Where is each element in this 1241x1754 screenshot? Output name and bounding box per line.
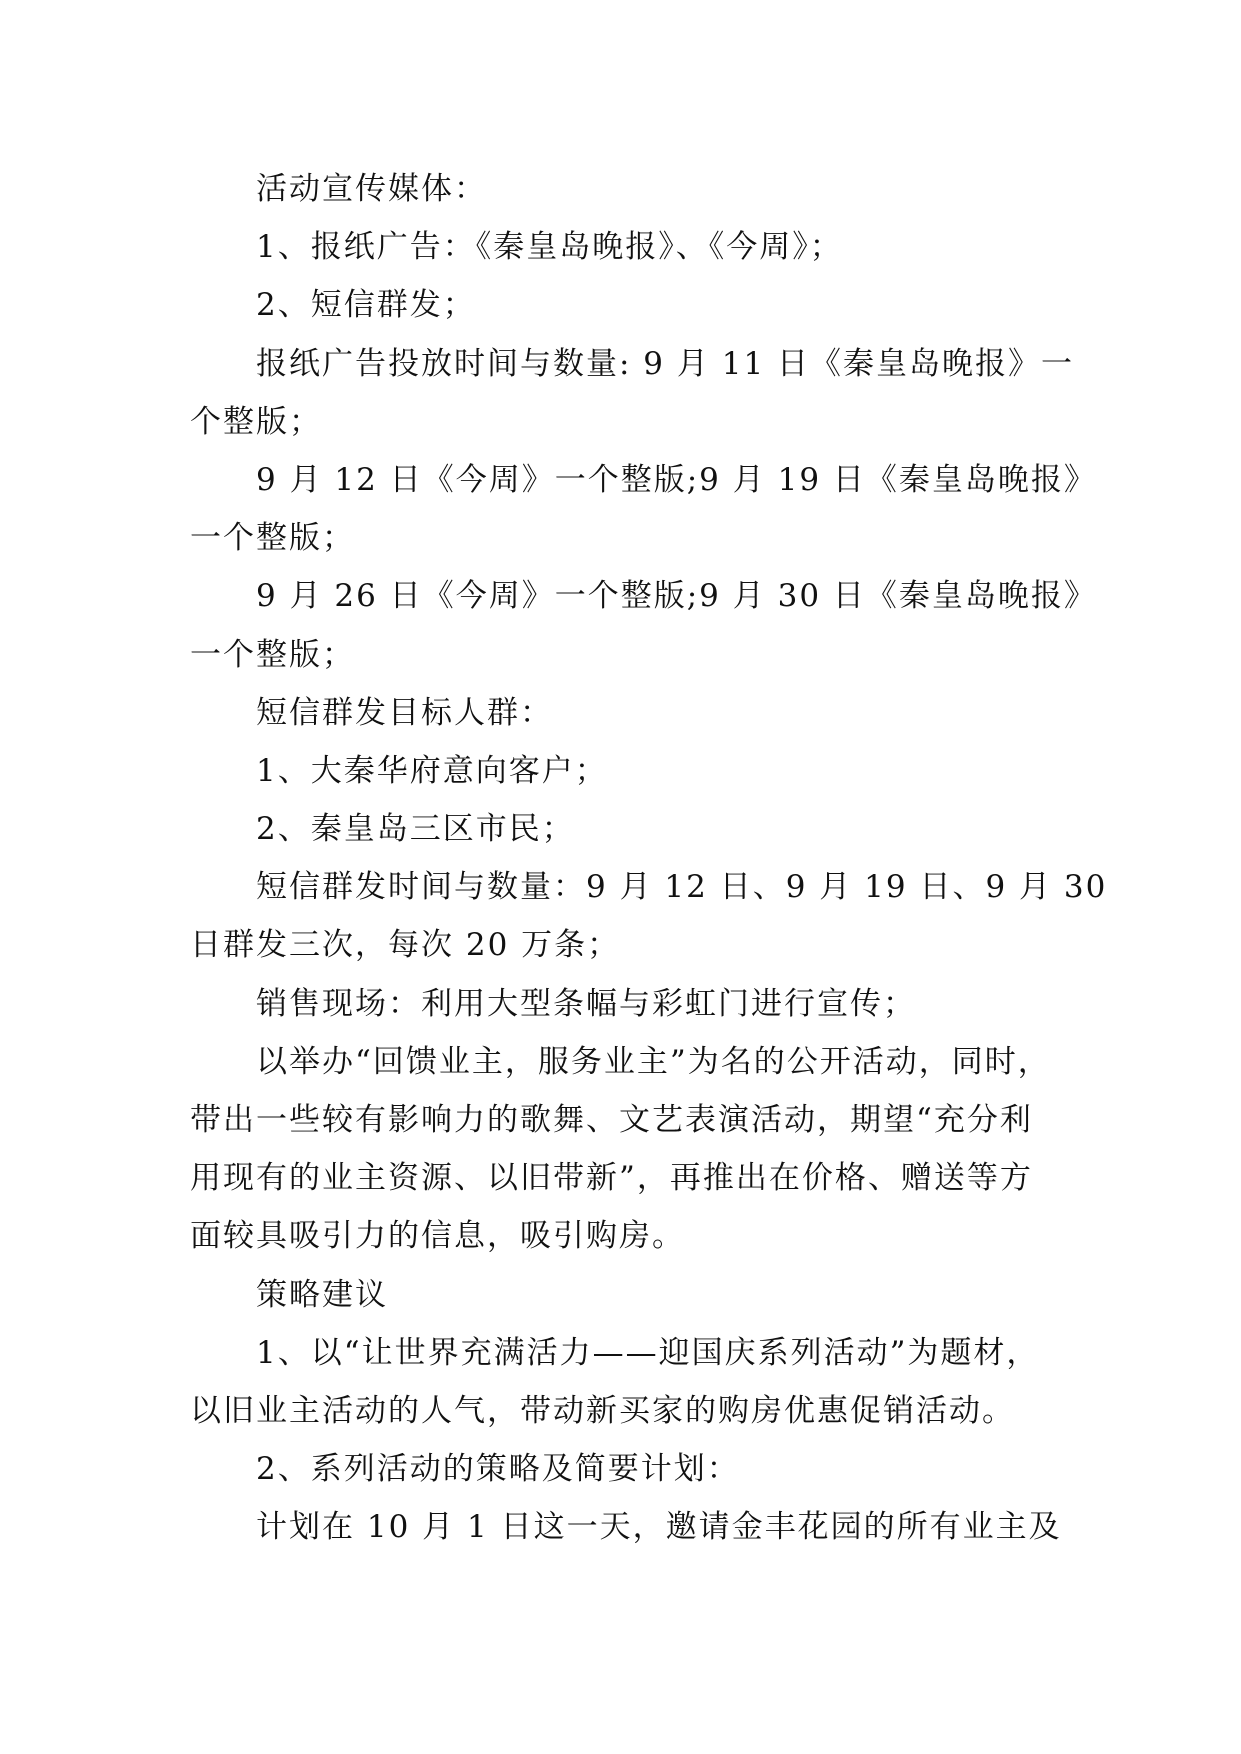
text-line: 带出一些较有影响力的歌舞、文艺表演活动，期望“充分利 bbox=[190, 1102, 1033, 1138]
text-line: 以举办“回馈业主，服务业主”为名的公开活动，同时， bbox=[256, 1043, 1051, 1080]
text-line: 活动宣传媒体： bbox=[256, 171, 487, 207]
text-line: 一个整版； bbox=[190, 520, 355, 557]
text-line: 面较具吸引力的信息，吸引购房。 bbox=[190, 1218, 685, 1255]
text-line: 一个整版； bbox=[190, 636, 355, 673]
section-heading: 策略建议 bbox=[256, 1276, 388, 1313]
text-line: 日群发三次，每次 20 万条； bbox=[190, 927, 621, 964]
text-line: 2、秦皇岛三区市民； bbox=[256, 811, 575, 848]
text-line: 1、报纸广告：《秦皇岛晚报》、《今周》； bbox=[256, 229, 843, 266]
text-line: 报纸广告投放时间与数量: 9 月 11 日《秦皇岛晚报》一 bbox=[256, 345, 1075, 382]
text-line: 计划在 10 月 1 日这一天，邀请金丰花园的所有业主及 bbox=[256, 1509, 1062, 1546]
text-line: 1、大秦华府意向客户； bbox=[256, 752, 608, 789]
text-line: 2、系列活动的策略及简要计划： bbox=[256, 1451, 740, 1488]
text-line: 个整版； bbox=[190, 403, 322, 440]
text-line: 1、以“让世界充满活力——迎国庆系列活动”为题材， bbox=[256, 1334, 1040, 1371]
text-line: 短信群发时间与数量：9 月 12 日、9 月 19 日、9 月 30 bbox=[256, 869, 1108, 906]
text-line: 9 月 26 日《今周》一个整版;9 月 30 日《秦皇岛晚报》 bbox=[256, 578, 1097, 615]
text-line: 2、短信群发； bbox=[256, 287, 476, 324]
text-line: 用现有的业主资源、以旧带新”，再推出在价格、赠送等方 bbox=[190, 1160, 1033, 1197]
document-body bbox=[190, 160, 1108, 1557]
text-line: 短信群发目标人群： bbox=[256, 694, 553, 731]
text-line: 销售现场：利用大型条幅与彩虹门进行宣传； bbox=[256, 985, 916, 1022]
text-line: 9 月 12 日《今周》一个整版;9 月 19 日《秦皇岛晚报》 bbox=[256, 461, 1097, 498]
text-line: 以旧业主活动的人气，带动新买家的购房优惠促销活动。 bbox=[190, 1392, 1015, 1429]
